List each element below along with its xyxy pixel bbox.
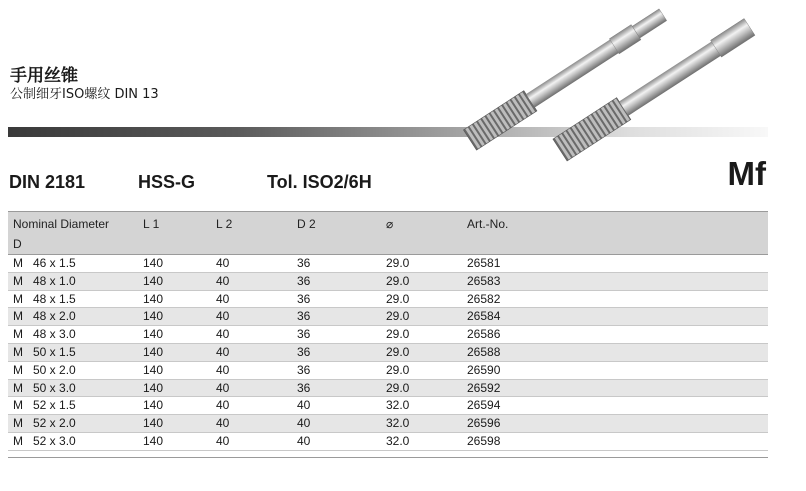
table-row [8, 380, 768, 398]
cell-art-no: 26594 [467, 398, 501, 413]
cell-l1: 140 [143, 398, 164, 413]
cell-art-no: 26584 [467, 309, 501, 324]
cell-d2: 40 [297, 398, 311, 413]
header-art-no: Art.-No. [467, 217, 509, 231]
cell-m: M [13, 380, 23, 395]
cell-d2: 36 [297, 256, 311, 270]
tolerance-class: Tol. ISO2/6H [267, 172, 372, 192]
cell-d2: 36 [297, 327, 311, 342]
cell-square: 32.0 [386, 416, 410, 431]
cell-size: 52 x 2.0 [33, 416, 76, 431]
cell-art-no: 26590 [467, 362, 501, 377]
table-row [8, 344, 768, 362]
cell-art-no: 26582 [467, 291, 501, 306]
header-square-icon: ⌀ [386, 217, 394, 231]
cell-l1: 140 [143, 433, 164, 448]
table-row [8, 308, 768, 326]
material-grade: HSS-G [138, 172, 196, 192]
cell-l2: 40 [216, 309, 230, 324]
cell-size: 46 x 1.5 [33, 256, 76, 270]
cell-square: 32.0 [386, 398, 410, 413]
cell-art-no: 26583 [467, 273, 501, 288]
cell-l2: 40 [216, 362, 230, 377]
table-header [8, 211, 768, 255]
cell-l2: 40 [216, 273, 230, 288]
table-row [8, 291, 768, 309]
cell-d2: 36 [297, 273, 311, 288]
cell-m: M [13, 327, 23, 342]
table-row [8, 273, 768, 291]
cell-m: M [13, 256, 23, 270]
cell-m: M [13, 416, 23, 431]
cell-size: 48 x 1.0 [33, 273, 76, 288]
cell-l1: 140 [143, 327, 164, 342]
cell-d2: 36 [297, 380, 311, 395]
cell-l2: 40 [216, 398, 230, 413]
cell-square: 29.0 [386, 327, 410, 342]
cell-square: 29.0 [386, 344, 410, 359]
cell-l1: 140 [143, 380, 164, 395]
table-row [8, 415, 768, 433]
cell-l2: 40 [216, 433, 230, 448]
cell-square: 29.0 [386, 362, 410, 377]
cell-size: 50 x 3.0 [33, 380, 76, 395]
cell-m: M [13, 433, 23, 448]
cell-l1: 140 [143, 256, 164, 270]
cell-l2: 40 [216, 327, 230, 342]
cell-d2: 36 [297, 309, 311, 324]
table-row [8, 397, 768, 415]
cell-art-no: 26598 [467, 433, 501, 448]
page-title: 手用丝锥 [10, 66, 78, 86]
cell-l1: 140 [143, 344, 164, 359]
cell-square: 29.0 [386, 291, 410, 306]
cell-d2: 40 [297, 416, 311, 431]
cell-l2: 40 [216, 256, 230, 270]
cell-size: 52 x 3.0 [33, 433, 76, 448]
header-l1: L 1 [143, 217, 160, 231]
cell-l1: 140 [143, 416, 164, 431]
page-subtitle: 公制细牙ISO螺纹 DIN 13 [10, 87, 159, 102]
cell-m: M [13, 291, 23, 306]
cell-d2: 36 [297, 291, 311, 306]
table-row [8, 326, 768, 344]
cell-art-no: 26588 [467, 344, 501, 359]
series-label: Mf [727, 155, 766, 192]
cell-l1: 140 [143, 309, 164, 324]
cell-l2: 40 [216, 344, 230, 359]
hand-tap-tools-icon [460, 0, 780, 170]
cell-l1: 140 [143, 291, 164, 306]
cell-l2: 40 [216, 291, 230, 306]
cell-d2: 36 [297, 344, 311, 359]
cell-l1: 140 [143, 273, 164, 288]
cell-l2: 40 [216, 380, 230, 395]
cell-art-no: 26592 [467, 380, 501, 395]
cell-size: 52 x 1.5 [33, 398, 76, 413]
cell-square: 29.0 [386, 256, 410, 270]
cell-l2: 40 [216, 416, 230, 431]
cell-size: 50 x 1.5 [33, 344, 76, 359]
cell-art-no: 26596 [467, 416, 501, 431]
cell-art-no: 26586 [467, 327, 501, 342]
cell-size: 48 x 1.5 [33, 291, 76, 306]
cell-l1: 140 [143, 362, 164, 377]
din-standard: DIN 2181 [9, 172, 86, 192]
cell-size: 48 x 3.0 [33, 327, 76, 342]
cell-m: M [13, 273, 23, 288]
cell-m: M [13, 309, 23, 324]
table-bottom-rule [8, 457, 768, 458]
cell-square: 29.0 [386, 309, 410, 324]
cell-size: 48 x 2.0 [33, 309, 76, 324]
cell-d2: 40 [297, 433, 311, 448]
table-row [8, 362, 768, 380]
table-body [8, 255, 768, 451]
cell-m: M [13, 344, 23, 359]
cell-square: 29.0 [386, 273, 410, 288]
title-block [10, 66, 159, 103]
cell-size: 50 x 2.0 [33, 362, 76, 377]
header-nominal-diameter: Nominal Diameter [13, 217, 110, 231]
cell-square: 29.0 [386, 380, 410, 395]
header-nominal-diameter-symbol: D [13, 237, 22, 251]
cell-square: 32.0 [386, 433, 410, 448]
cell-art-no: 26581 [467, 256, 501, 270]
cell-m: M [13, 398, 23, 413]
cell-d2: 36 [297, 362, 311, 377]
cell-m: M [13, 362, 23, 377]
table-row [8, 255, 768, 273]
header-d2: D 2 [297, 217, 316, 231]
header-l2: L 2 [216, 217, 233, 231]
spec-table [8, 211, 768, 458]
table-row [8, 433, 768, 451]
